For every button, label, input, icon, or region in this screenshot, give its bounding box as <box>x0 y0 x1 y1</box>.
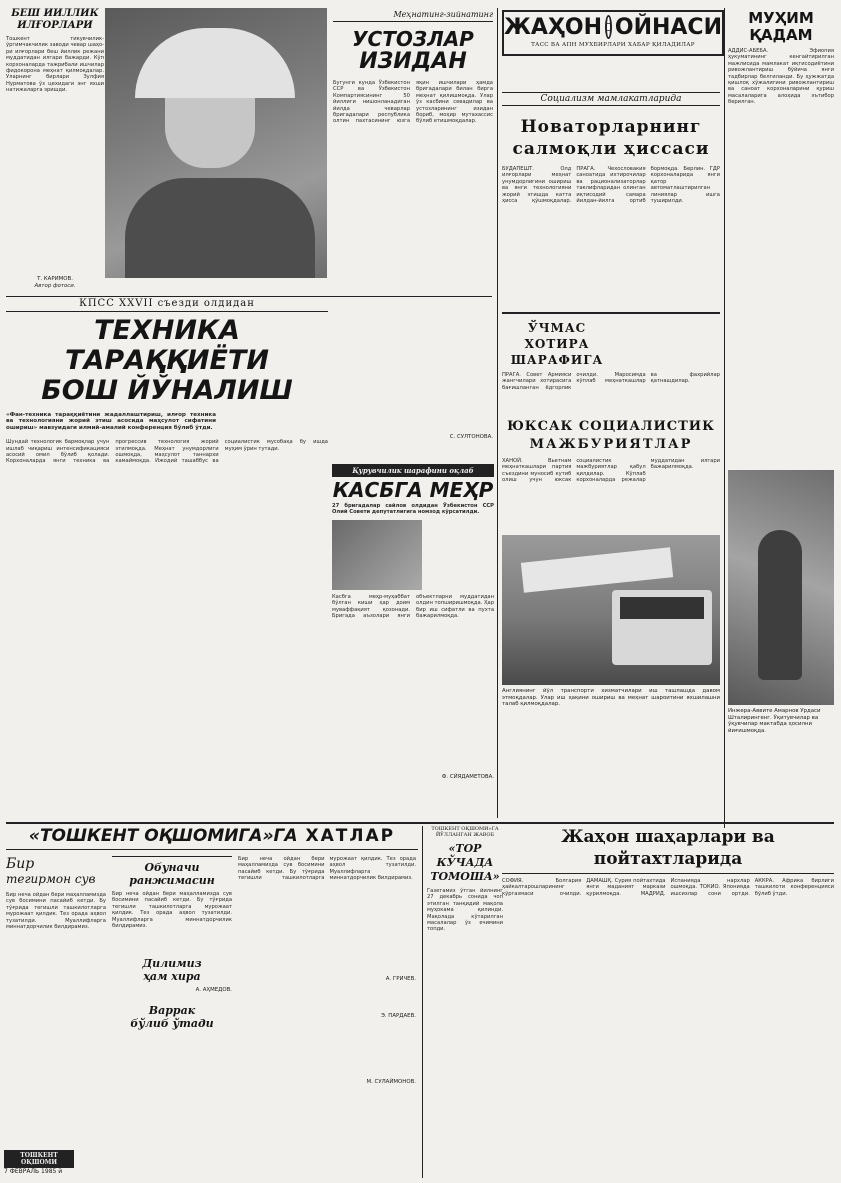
globe-icon <box>605 15 612 39</box>
khatlar-bir: Бир <box>6 856 35 872</box>
kpss-headline-2: БОШ ЙЎНАЛИШ <box>41 375 293 406</box>
kpss-article <box>6 298 328 808</box>
khatlar-body-1: Бир неча ойдан бери маҳалламизда сув босимини пасайиб кетди. Бу тўғрида тегишли ташкилотларга мурожаат қилдик. Тез орада аҳвол тузатилди. Муаллифларга миннатдорчилик билдирамиз. <box>6 892 106 931</box>
kasb-headline: КАСБГА МЕҲР <box>332 478 494 502</box>
yuksak-caption: Англиянинг йўл транспорти хизматчилари иш ташлашда давом этмоқдалар. Улар иш ҳақини ошириш ва меҳнат шароитини яхшилашни талаб қилмоқдалар. <box>502 688 720 708</box>
khatlar-sig-4: М. СУЛАЙМОНОВ. <box>366 1079 416 1086</box>
khatlar-ranjimasin: ранжимасин <box>129 874 215 887</box>
photo-credit-sub: Автор фотоси. <box>34 282 76 289</box>
col1-title-b: ИЛҒОРЛАРИ <box>17 20 93 31</box>
col1-title-a: БЕШ ЙИЛЛИК <box>11 8 99 19</box>
khatlar-col-2 <box>112 856 232 1030</box>
kpss-kicker: КПСС XXVII съезди олдидан <box>6 298 328 312</box>
khatlar-dilimiz: Дилимиз <box>142 957 202 970</box>
khatlar-tegirmon: тегирмон сув <box>6 872 96 886</box>
tor-article <box>422 826 503 1178</box>
kpss-lead: «Фан-техника тараққиётини жадаллаштириш, илғор техника ва технологияни жорий этиш асосида маҳсулот сифатини ошириш» мавзуидаги илмий-амалий конференция бўлиб ўтди. <box>6 412 216 431</box>
uchmas-article <box>502 312 720 414</box>
yuksak-headline-1: ЮКСАК СОЦИАЛИСТИК <box>507 419 715 434</box>
world-masthead <box>502 10 724 56</box>
mujim-body: АДДИС-АБЕБА. Эфиопия ҳукуматининг кенгайтирилган мажлисида мамлакат иқтисодиётини ривожлантириш бўйича янги тадбирлар белгиланди. Бу ҳужжатда қишлоқ хўжалигини ривожлантириш ва саноат корхоналарини қуриш масалаларига алоҳида эътибор берилган. <box>728 48 834 106</box>
tor-body: Газетамиз ўтган йилнинг 27 декабрь сонида чоп этилган танқидий мақола муҳокама қилинди. Мақолада кўтарилган масалалар ўз ечимини топди. <box>427 888 503 933</box>
footer-paper-name: ТОШКЕНТ ОҚШОМИ <box>4 1150 74 1168</box>
bus-window <box>620 597 704 619</box>
footer-date: 7 ФЕВРАЛЬ 1985 й <box>4 1168 63 1175</box>
portrait-scarf <box>135 28 295 98</box>
khatlar-headline-1: «ТОШКЕНТ ОҚШОМИГА»ГА <box>28 826 298 846</box>
tor-headline-1: «ТОР <box>448 842 482 855</box>
kasb-article <box>332 464 494 819</box>
kasb-photo <box>332 520 422 590</box>
khatlar-body-3: Бир неча ойдан бери маҳалламизда сув босимини пасайиб кетди. Бу тўғрида тегишли ташкилотларга мурожаат қилдик. Тез орада аҳвол тузатилди. Муаллифларга миннатдорчилик билдирамиз. <box>238 856 416 882</box>
col1-body: Тошкент тикувчилик-ўргимчакчилик заводи чевар шаҳори илғорлари беш йиллик режани муддатидан илгари бажарди. Кўп корхоналарда тажрибали ишчилар фидокорона меҳнат қилмоқдалар. Уларнинг бирлари Зулфия Нурматова ўз цехидаги энг яхши натижаларга эришди. <box>6 36 104 94</box>
khatlar-section <box>6 826 418 1178</box>
khatlar-sig-1: А. АҲМЕДОВ. <box>195 987 232 993</box>
divider-kpss-top <box>6 296 492 297</box>
uchmas-body: ПРАГА. Совет Армияси жангчилари хотирасига бағишланган ёдгорлик очилди. Маросимда кўплаб меҳнаткашлар ва фахрийлар қатнашдилар. <box>502 372 720 391</box>
world-headline-2: салмоқли ҳиссаси <box>512 139 710 159</box>
world-kicker: Социализм мамлакатларида <box>502 92 720 106</box>
ustoz-signature: С. СУЛТОНОВА. <box>449 434 493 440</box>
mujim-article <box>728 10 834 450</box>
yuksak-headline-2: МАЖБУРИЯТЛАР <box>529 437 693 452</box>
strike-bus-photo <box>502 535 720 685</box>
uchmas-headline-2: ШАРАФИГА <box>510 353 604 367</box>
tor-headline-3: ТОМОША» <box>430 870 500 883</box>
ustoz-kicker: Меҳнатинг-зийнатинг <box>333 10 493 22</box>
divider-vertical-1 <box>497 8 498 818</box>
ustoz-body: Бугунги кунда Ўзбекистон ССР ва Ўзбекистон Компартиясининг 50 йиллиги нишонланадиган йилда чеварлар бригадалари республика олтин пахтасининг юзга яқин ишчилари ҳамда бригадалари билан бирга меҳнат қилишмоқда. Улар ўз касбини севадилар ва устозларининг изидан бориб, моҳир мутахассис бўлиб етишмоқдалар. <box>333 80 493 125</box>
world-masthead-right: ОЙНАСИ <box>614 14 722 40</box>
col1-article <box>6 8 104 288</box>
khatlar-col-1 <box>6 856 106 1112</box>
khatlar-headline-2: ХАТЛАР <box>305 826 396 846</box>
yuksak-body: ХАНОЙ. Вьетнам меҳнаткашлари партия съездини муносиб кутиб олиш учун юксак социалистик мажбуриятлар қабул қилдилар. Кўплаб корхоналарда режалар муддатидан илгари бажарилмоқда. <box>502 458 720 484</box>
portrait-photo <box>105 8 327 278</box>
capitals-article <box>502 826 834 1178</box>
mujim-headline-1: МУҲИМ <box>748 10 814 27</box>
portrait-shoulder <box>125 178 315 278</box>
footer-masthead <box>4 1150 74 1180</box>
kpss-body: Шундай технологик бармоқлар учун ишлаб чиқариш интенсификацияси асосий омил бўлиб қолади. Корхоналарда янги техника ва прогрессив технология жорий этилмоқда. Меҳнат унумдорлиги ошмоқда, маҳсулот таннархи камаймоқда. Ижодий ташаббус ва социалистик мусобақа бу ишда муҳим ўрин тутади. <box>6 439 328 465</box>
tor-headline-2: КЎЧАДА <box>436 856 494 869</box>
ustoz-headline-2: ИЗИДАН <box>359 49 467 74</box>
yuksak-article <box>502 418 720 533</box>
tor-kicker: ТОШКЕНТ ОҚШОМИ»ГА ЙЎЛЛАНГАН ЖАВОБ <box>431 826 499 838</box>
khatlar-body-2: Бир неча ойдан бери маҳалламизда сув босимини пасайиб кетди. Бу тўғрида тегишли ташкилотларга мурожаат қилдик. Тез орада аҳвол тузатилди. Муаллифларга миннатдорчилик билдирамиз. <box>112 891 232 930</box>
ethiopia-caption: Инжера-Аввите Амарнов Ўрдаси Шталирингенг. Ўқитувчилар ва ўқувчилар мактабда ҳосилни йиғишмоқда. <box>728 708 821 734</box>
photo-credit <box>10 276 100 292</box>
capitals-body: СОФИЯ. Болгария ҳайкалтарошларининг кўргазмаси очилди. ДАМАШҚ. Сурия пойтахтида янги маданият маркази қурилмоқда. МАДРИД. Испанияда нархлар ошмоқда. ТОКИО. Японияда ишсизлар сони ортди. АККРА. Африка бирлиги ташкилоти конференцияси бўлиб ўтди. <box>502 878 834 897</box>
world-headline-1: Новаторларнинг <box>520 117 702 137</box>
khatlar-sig-2: А. ГРИЧЕВ. <box>385 976 416 982</box>
ustoz-headline-1: УСТОЗЛАР <box>352 27 474 51</box>
khatlar-varrak: Варрак <box>148 1003 196 1017</box>
khatlar-sig-3: Э. ПАРДАЕВ. <box>381 1012 416 1019</box>
world-novator-article <box>502 92 720 307</box>
ethiopia-figure <box>758 530 802 680</box>
uchmas-headline-1: ЎЧМАС ХОТИРА <box>524 321 590 351</box>
capitals-headline-1: Жаҳон шаҳарлари ва <box>561 827 775 847</box>
ustoz-article <box>333 10 493 460</box>
kasb-lead: 27 бригадалар сайлов олдидан Ўзбекистон ССР Олий Совети депутатлигига номзод кўрсатилди. <box>332 503 494 516</box>
strike-banner <box>521 547 673 593</box>
divider-vertical-2 <box>724 8 725 828</box>
khatlar-col-3 <box>238 856 416 1086</box>
khatlar-ham-hira: ҳам хира <box>143 970 201 983</box>
khatlar-obunachi: Обуначи <box>112 856 232 874</box>
world-body: БУДАПЕШТ. Олд илғорлари меҳнат унумдорлигини ошириш ва янги технологияни жорий этишда катта ҳисса қўшмоқдалар. ПРАГА. Чехословакия саноатида ихтирочилар ва рационализаторлар таклифларидан олинган иқтисодий самара йилдан-йилга ортиб бормоқда. Берлин. ГДР корхоналарида янги қатор автоматлаштирилган линиялар ишга туширилди. <box>502 166 720 205</box>
kpss-headline-1: ТЕХНИКА ТАРАҚҚИЁТИ <box>65 315 269 376</box>
divider-bottom <box>6 822 834 824</box>
kasb-kicker: Қурувчилик шарафини оқлаб <box>332 464 494 477</box>
kasb-signature: Ф. СЙЯДАМЕТОВА. <box>441 773 494 780</box>
khatlar-title-row <box>6 826 418 850</box>
khatlar-bulib: бўлиб ўтади <box>130 1016 214 1030</box>
ethiopia-photo <box>728 470 834 705</box>
world-masthead-sub: ТАСС ВА АПН МУХБИРЛАРИ ХАБАР ҚИЛАДИЛАР <box>531 42 695 48</box>
world-masthead-left: ЖАҲОН <box>504 14 603 40</box>
photo-credit-name: Т. КАРИМОВ. <box>37 276 73 282</box>
capitals-headline-2: пойтахтларида <box>502 848 834 874</box>
world-masthead-row <box>504 12 722 42</box>
mujim-headline-2: ҚАДАМ <box>749 26 813 44</box>
kasb-body: Касбга меҳр-муҳаббат бўлган киши ҳар доим муваффақият қозонади. Бригада аъзолари янги объектларни муддатидан олдин топширишмоқда. Ҳар бир иш сифатли ва пухта бажарилмоқда. <box>332 593 494 620</box>
